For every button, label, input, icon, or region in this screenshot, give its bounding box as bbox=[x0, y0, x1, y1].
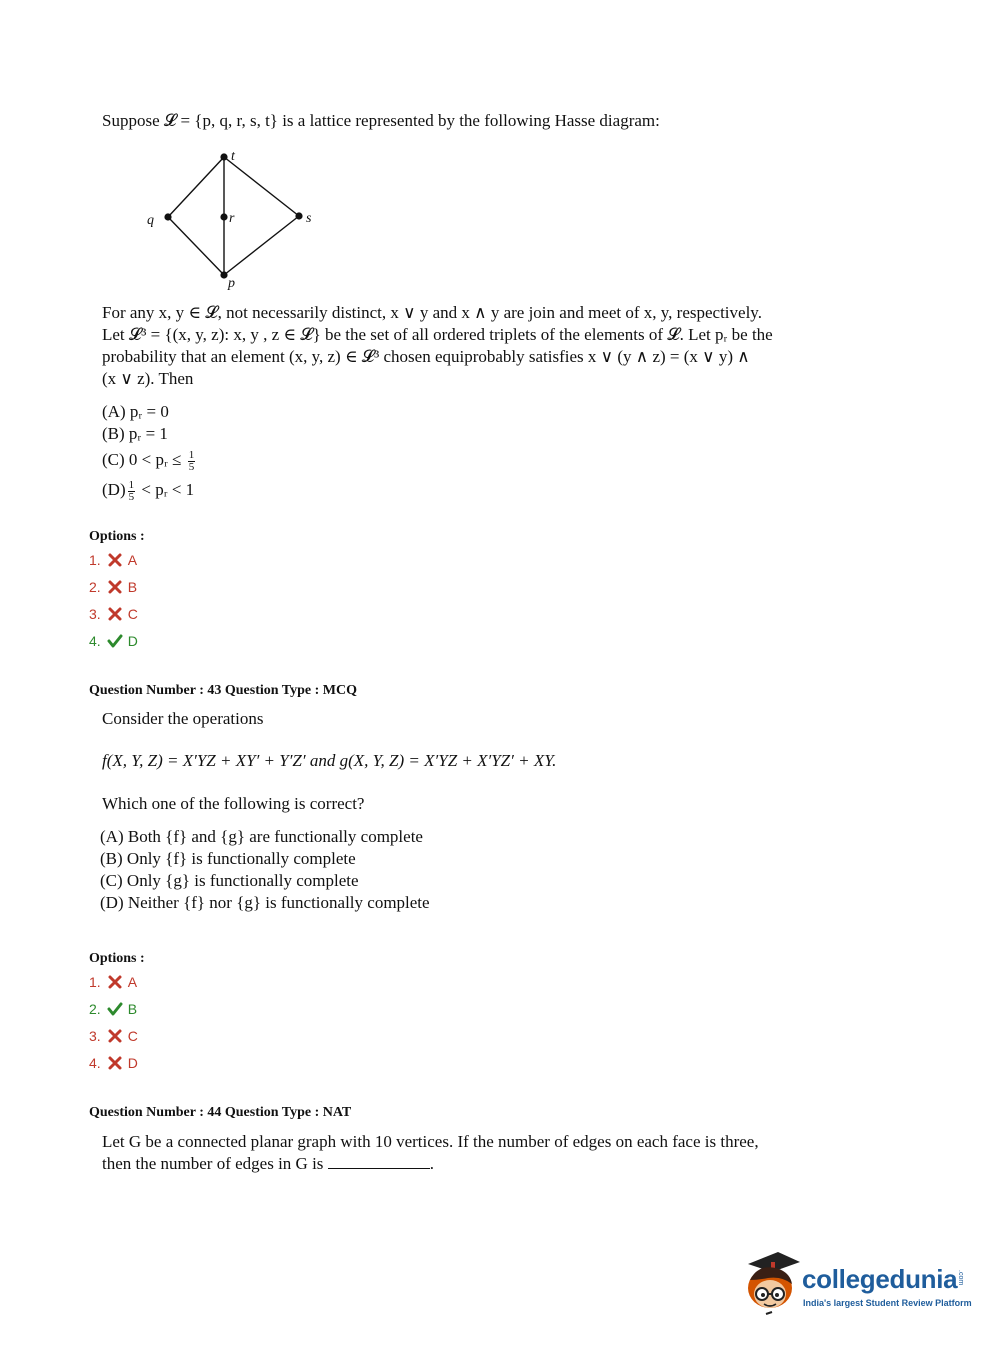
edge-t-s bbox=[224, 157, 299, 216]
wrong-cross-icon bbox=[107, 1028, 123, 1044]
option-row bbox=[89, 1053, 138, 1073]
option-letter: B bbox=[127, 579, 138, 595]
q43-line2: Which one of the following is correct? bbox=[102, 794, 365, 813]
fraction bbox=[128, 480, 136, 503]
q43-options-list bbox=[89, 972, 138, 1073]
option-number: 4. bbox=[89, 633, 101, 649]
q43-options-label: Options : bbox=[89, 951, 145, 966]
label-q: q bbox=[147, 213, 154, 228]
q44-header: Question Number : 44 Question Type : NAT bbox=[89, 1105, 352, 1120]
q42-body-line: probability that an element (x, y, z) ∈ 𝓛³ chosen equiprobably satisfies x ∨ (y ∧ z) = (x ∨ y) ∧ bbox=[102, 347, 750, 366]
option-number: 1. bbox=[89, 552, 101, 568]
label-p: p bbox=[228, 276, 235, 290]
q43-choice-a: (A) Both {f} and {g} are functionally complete bbox=[100, 827, 423, 846]
fraction bbox=[188, 450, 196, 473]
fraction-numerator: 1 bbox=[188, 448, 195, 461]
hasse-diagram bbox=[140, 140, 330, 290]
option-row bbox=[89, 604, 138, 624]
option-row bbox=[89, 972, 138, 992]
q43-line1: Consider the operations bbox=[102, 709, 264, 728]
q42-choice-c-prefix: (C) 0 < pᵣ ≤ bbox=[102, 450, 182, 469]
edge-s-p bbox=[224, 216, 299, 275]
fraction-denominator: 5 bbox=[128, 490, 135, 503]
option-row bbox=[89, 550, 138, 570]
option-letter: D bbox=[127, 1055, 138, 1071]
node-s bbox=[295, 212, 302, 219]
q42-body-line: (x ∨ z). Then bbox=[102, 369, 194, 388]
q42-body bbox=[102, 302, 773, 390]
option-number: 4. bbox=[89, 1055, 101, 1071]
option-row bbox=[89, 631, 138, 651]
edge-q-p bbox=[168, 217, 224, 275]
option-row bbox=[89, 999, 138, 1019]
q42-choice-a: (A) pᵣ = 0 bbox=[102, 402, 169, 421]
q42-choice-c bbox=[102, 445, 197, 475]
q44-line2: then the number of edges in G is bbox=[102, 1154, 324, 1173]
option-number: 3. bbox=[89, 606, 101, 622]
brand-suffix: .com bbox=[957, 1270, 964, 1286]
option-letter: C bbox=[127, 606, 138, 622]
wrong-cross-icon bbox=[107, 579, 123, 595]
label-s: s bbox=[306, 211, 312, 226]
option-letter: B bbox=[127, 1001, 138, 1017]
correct-check-icon bbox=[107, 1001, 123, 1017]
brand-name: collegedunia bbox=[802, 1264, 958, 1294]
q44-line2-end: . bbox=[429, 1154, 434, 1173]
fraction-numerator: 1 bbox=[128, 478, 135, 491]
wrong-cross-icon bbox=[107, 552, 123, 568]
option-letter: A bbox=[127, 552, 138, 568]
q42-choice-d bbox=[102, 475, 197, 505]
option-number: 1. bbox=[89, 974, 101, 990]
q43-choice-c: (C) Only {g} is functionally complete bbox=[100, 871, 359, 890]
brand-tagline: India's largest Student Review Platform bbox=[803, 1298, 972, 1308]
q42-intro: Suppose 𝓛 = {p, q, r, s, t} is a lattice represented by the following Hasse diagram: bbox=[102, 111, 660, 130]
q42-choice-b: (B) pᵣ = 1 bbox=[102, 424, 168, 443]
option-row bbox=[89, 577, 138, 597]
q44-line2-wrap bbox=[102, 1153, 434, 1175]
option-letter: D bbox=[127, 633, 138, 649]
q43-header: Question Number : 43 Question Type : MCQ bbox=[89, 683, 357, 698]
option-number: 3. bbox=[89, 1028, 101, 1044]
wrong-cross-icon bbox=[107, 606, 123, 622]
q42-choice-d-suffix: < pᵣ < 1 bbox=[141, 480, 195, 499]
q43-choices bbox=[100, 826, 430, 914]
wrong-cross-icon bbox=[107, 1055, 123, 1071]
node-q bbox=[164, 213, 171, 220]
correct-check-icon bbox=[107, 633, 123, 649]
q43-choice-b: (B) Only {f} is functionally complete bbox=[100, 849, 356, 868]
edge-t-q bbox=[168, 157, 224, 217]
brand-logo bbox=[742, 1250, 972, 1320]
node-p bbox=[220, 271, 227, 278]
option-letter: A bbox=[127, 974, 138, 990]
option-number: 2. bbox=[89, 1001, 101, 1017]
label-r: r bbox=[229, 211, 235, 226]
option-row bbox=[89, 1026, 138, 1046]
node-t bbox=[220, 153, 227, 160]
wrong-cross-icon bbox=[107, 974, 123, 990]
q43-choice-d: (D) Neither {f} nor {g} is functionally complete bbox=[100, 893, 430, 912]
option-letter: C bbox=[127, 1028, 138, 1044]
fraction-denominator: 5 bbox=[188, 460, 195, 473]
q43-formula: f(X, Y, Z) = X′YZ + XY′ + Y′Z′ and g(X, Y, Z) = X′YZ + X′YZ′ + XY. bbox=[102, 751, 557, 770]
q42-body-line: Let 𝓛³ = {(x, y, z): x, y , z ∈ 𝓛} be the set of all ordered triplets of the elements of 𝓛. Let pᵣ be the bbox=[102, 325, 773, 344]
q42-options-label: Options : bbox=[89, 529, 145, 544]
q44-line1: Let G be a connected planar graph with 10 vertices. If the number of edges on each face is three, bbox=[102, 1132, 759, 1151]
q42-body-line: For any x, y ∈ 𝓛, not necessarily distinct, x ∨ y and x ∧ y are join and meet of x, y, respectively. bbox=[102, 303, 762, 322]
option-number: 2. bbox=[89, 579, 101, 595]
node-r bbox=[220, 213, 227, 220]
q42-options-list bbox=[89, 550, 138, 651]
q42-choice-d-prefix: (D) bbox=[102, 480, 126, 499]
q42-choices bbox=[102, 401, 197, 505]
answer-blank bbox=[328, 1154, 430, 1169]
label-t: t bbox=[231, 149, 235, 164]
mascot-icon bbox=[742, 1250, 802, 1318]
